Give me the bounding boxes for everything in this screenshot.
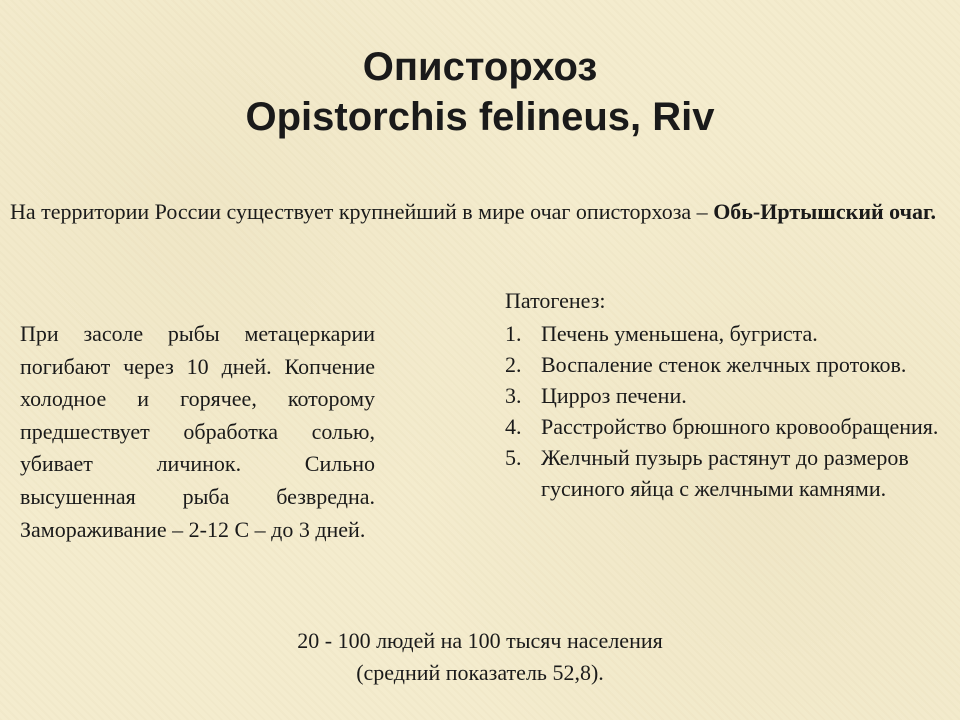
list-item-text: Желчный пузырь растянут до размеров гусиного яйца с желчными камнями. (541, 445, 909, 501)
list-item-number: 2. (505, 352, 522, 377)
list-item-text: Расстройство брюшного кровообращения. (541, 414, 939, 439)
pathogenesis-list (505, 318, 945, 504)
list-item-number: 4. (505, 414, 522, 439)
list-item-text: Воспаление стенок желчных протоков. (541, 352, 907, 377)
list-item-text: Цирроз печени. (541, 383, 687, 408)
pathogenesis-heading: Патогенез: (505, 288, 606, 313)
list-item (505, 411, 945, 442)
intro-text: На территории России существует крупнейший в мире очаг описторхоза – (10, 199, 708, 224)
intro-paragraph (10, 196, 940, 227)
title-latin: Opistorchis felineus, Riv (245, 95, 715, 139)
incidence-average: (средний показатель 52,8). (356, 660, 604, 685)
title-russian: Описторхоз (362, 45, 598, 89)
list-item-number: 5. (505, 445, 522, 470)
intro-bold-focus: Обь-Иртышский очаг. (713, 199, 937, 224)
list-item-number: 1. (505, 321, 522, 346)
slide-title (0, 42, 960, 142)
incidence-rate: 20 - 100 людей на 100 тысяч населения (297, 628, 663, 653)
incidence-footer (0, 625, 960, 689)
list-item-number: 3. (505, 383, 522, 408)
list-item (505, 349, 945, 380)
pathogenesis-block (505, 285, 945, 504)
list-item (505, 442, 945, 504)
fish-processing-paragraph: При засоле рыбы метацеркарии погибают через 10 дней. Копчение холодное и горячее, которому предшествует обработка солью, убивает личинок. Сильно высушенная рыба безвредна. Замораживание – 2-12 С – до 3 дней. (20, 321, 375, 542)
list-item (505, 318, 945, 349)
list-item (505, 380, 945, 411)
list-item-text: Печень уменьшена, бугриста. (541, 321, 818, 346)
